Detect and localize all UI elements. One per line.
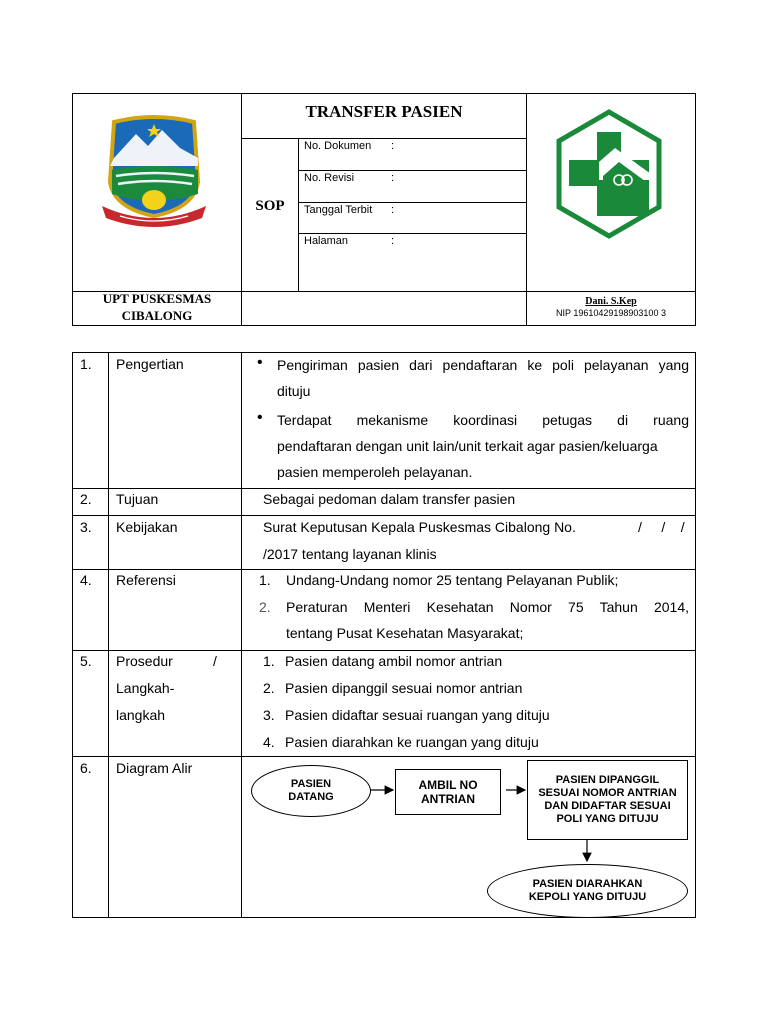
flow-step2-line1: PASIEN DIPANGGIL [555, 774, 660, 786]
ref-1-number: 1. [259, 572, 271, 588]
row-1-bullet-2-line1: Terdapat mekanisme koordinasi petugas di ruang [277, 412, 689, 428]
ref-1-text: Undang-Undang nomor 25 tentang Pelayanan Publik; [286, 572, 619, 588]
row-6-number: 6. [80, 760, 92, 776]
step-1-text: Pasien datang ambil nomor antrian [285, 653, 503, 669]
step-3-text: Pasien didaftar sesuai ruangan yang dituju [285, 707, 550, 723]
row-5-label-line2: Langkah- [116, 680, 175, 696]
flow-end-line1: PASIEN DIARAHKAN [532, 878, 643, 890]
flow-start-line1: PASIEN [290, 778, 332, 790]
row-5-label-line1: Prosedur [116, 653, 173, 669]
row-3-line1: Surat Keputusan Kepala Puskesmas Cibalong No. [263, 519, 576, 535]
issue-date-label: Tanggal Terbit [304, 204, 373, 216]
row-2-number: 2. [80, 491, 92, 507]
bullet-2: • [257, 409, 263, 426]
signer-nip: NIP 19610429198903100 3 [556, 308, 666, 318]
revision-value: : [391, 172, 395, 184]
row-5-number: 5. [80, 653, 92, 669]
row-5-label-slash: / [213, 653, 217, 669]
step-4-text: Pasien diarahkan ke ruangan yang dituju [285, 734, 539, 750]
flow-step2-line2: SESUAI NOMOR ANTRIAN [538, 787, 677, 799]
row-2-text: Sebagai pedoman dalam transfer pasien [263, 491, 516, 507]
step-2-number: 2. [263, 680, 275, 696]
page-value: : [391, 235, 395, 247]
row-1-label: Pengertian [116, 356, 184, 372]
row-3-number: 3. [80, 519, 92, 535]
row-1-bullet-2-line2: pendaftaran dengan unit lain/unit terkait agar pasien/keluarga [277, 438, 658, 454]
org-name-line2: CIBALONG [121, 308, 193, 323]
flow-step2-line4: POLI YANG DITUJU [556, 813, 659, 825]
row-1-bullet-2-line3: pasien memperoleh pelayanan. [277, 464, 473, 480]
row-3-line2: /2017 tentang layanan klinis [263, 546, 437, 562]
ref-2-line2: tentang Pusat Kesehatan Masyarakat; [286, 625, 524, 641]
row-3-slashes: / / / [638, 519, 685, 535]
revision-label: No. Revisi [304, 172, 355, 184]
flow-step2-line3: DAN DIDAFTAR SESUAI [544, 800, 671, 812]
ref-2-line1: Peraturan Menteri Kesehatan Nomor 75 Tahun 2014, [286, 599, 689, 615]
step-3-number: 3. [263, 707, 275, 723]
doc-number-label: No. Dokumen [304, 140, 372, 152]
row-2-label: Tujuan [116, 491, 159, 507]
row-1-bullet-1-line2: dituju [277, 383, 311, 399]
step-1-number: 1. [263, 653, 275, 669]
bullet-1: • [257, 354, 263, 371]
row-6-label: Diagram Alir [116, 760, 193, 776]
document-title: TRANSFER PASIEN [305, 102, 463, 121]
row-1-number: 1. [80, 356, 92, 372]
step-4-number: 4. [263, 734, 275, 750]
sop-label: SOP [255, 198, 285, 214]
step-2-text: Pasien dipanggil sesuai nomor antrian [285, 680, 523, 696]
signer-name: Dani. S.Kep [585, 296, 637, 307]
org-name-line1: UPT PUSKESMAS [102, 291, 212, 306]
ref-2-number: 2. [259, 599, 271, 615]
doc-number-value: : [391, 140, 395, 152]
row-4-number: 4. [80, 572, 92, 588]
row-1-bullet-1-line1: Pengiriman pasien dari pendaftaran ke poli pelayanan yang [277, 357, 689, 373]
issue-date-value: : [391, 204, 395, 216]
page-label: Halaman [304, 235, 349, 247]
row-4-label: Referensi [116, 572, 176, 588]
row-5-label-line3: langkah [116, 707, 166, 723]
flow-step1-line2: ANTRIAN [420, 792, 475, 806]
row-3-label: Kebijakan [116, 519, 178, 535]
flow-start-line2: DATANG [288, 791, 334, 803]
flow-end-line2: KEPOLI YANG DITUJU [528, 891, 647, 903]
flow-step1-line1: AMBIL NO [418, 778, 478, 792]
